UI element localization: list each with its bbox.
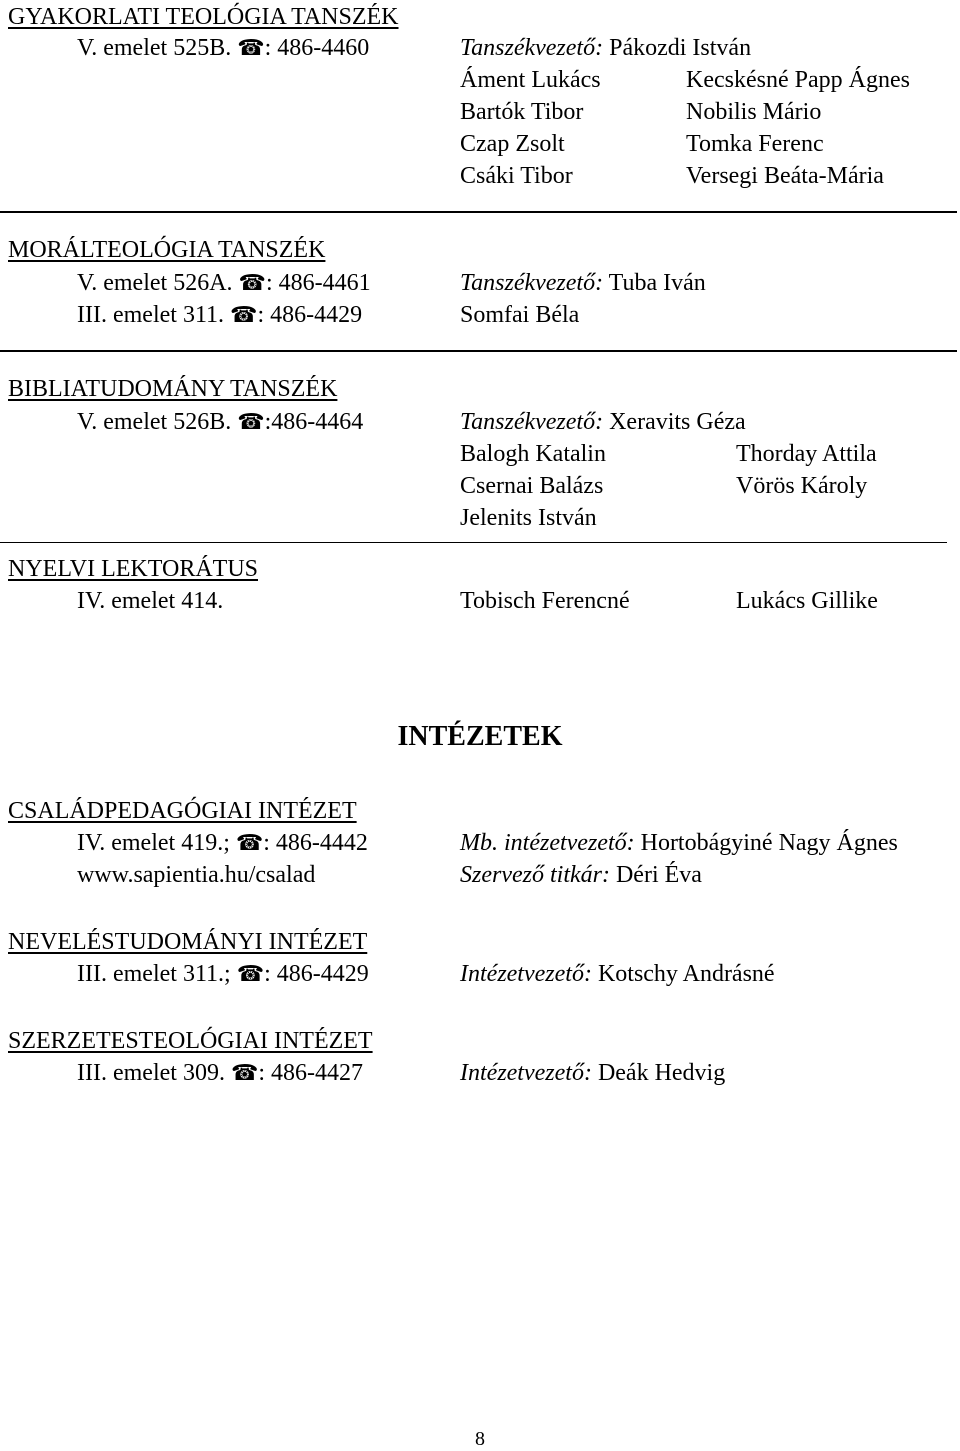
head-name: Pákozdi István [609,35,752,61]
neveles-phone: : 486-4429 [264,961,369,987]
moral-location-1: V. emelet 526A. [77,270,233,296]
telephone-icon: ☎ [236,961,265,986]
head-label: Intézetvezető: [460,1060,592,1086]
szerz-head [460,1059,725,1087]
csalad-secretary [460,861,702,889]
member: Nobilis Mário [686,99,822,125]
szerz-phone: : 486-4427 [258,1060,364,1086]
section-divider [0,211,957,213]
szerz-location: III. emelet 309. [77,1060,225,1086]
nyelvi-location: IV. emelet 414. [77,588,224,614]
page-number: 8 [475,1428,485,1450]
moral-phone-1: : 486-4461 [265,270,371,296]
head-name: Hortobágyiné Nagy Ágnes [640,830,898,856]
member: Somfai Béla [460,302,580,328]
csalad-location: IV. emelet 419.; [77,830,230,856]
szerz-location-line [77,1059,363,1087]
neveles-location-line [77,960,369,988]
head-name: Kotschy Andrásné [597,961,775,987]
member: Csáki Tibor [460,163,573,189]
neveles-location: III. emelet 311.; [77,961,231,987]
secretary-label: Szervező titkár: [460,862,610,888]
member: Kecskésné Papp Ágnes [686,67,910,93]
telephone-icon: ☎ [237,409,265,434]
section-divider [0,542,947,543]
csalad-head [460,829,898,857]
secretary-name: Déri Éva [615,862,702,888]
csalad-phone: : 486-4442 [263,830,368,856]
csalad-title: CSALÁDPEDAGÓGIAI INTÉZET [8,798,357,824]
moral-head [460,269,706,297]
neveles-head [460,960,775,988]
telephone-icon: ☎ [237,35,265,60]
member: Thorday Attila [736,441,877,467]
biblia-location: V. emelet 526B. [77,409,232,435]
gyak-phone: : 486-4460 [264,35,370,61]
csalad-location-line [77,829,368,857]
head-name: Deák Hedvig [597,1060,726,1086]
biblia-title: BIBLIATUDOMÁNY TANSZÉK [8,376,338,402]
telephone-icon: ☎ [230,302,258,327]
moral-title: MORÁLTEOLÓGIA TANSZÉK [8,237,326,263]
member: Áment Lukács [460,67,601,93]
member: Vörös Károly [736,473,868,499]
biblia-location-line [77,408,363,436]
telephone-icon: ☎ [235,830,264,855]
member: Tomka Ferenc [686,131,824,157]
member: Jelenits István [460,505,597,531]
telephone-icon: ☎ [238,270,266,295]
section-divider [0,350,957,352]
head-name: Xeravits Géza [609,409,746,435]
gyak-title: GYAKORLATI TEOLÓGIA TANSZÉK [8,4,399,30]
gyak-location: V. emelet 525B. [77,35,232,61]
intezetek-heading: INTÉZETEK [397,721,563,752]
member: Versegi Beáta-Mária [686,163,884,189]
member: Tobisch Ferencné [460,588,630,614]
head-label: Tanszékvezető: [460,409,604,435]
csalad-website: www.sapientia.hu/csalad [77,862,316,888]
head-label: Intézetvezető: [460,961,592,987]
neveles-title: NEVELÉSTUDOMÁNYI INTÉZET [8,929,368,955]
head-label: Mb. intézetvezető: [460,830,635,856]
moral-location-line-2 [77,301,362,329]
member: Czap Zsolt [460,131,565,157]
biblia-head [460,408,746,436]
head-label: Tanszékvezető: [460,270,604,296]
gyak-location-line [77,34,369,62]
szerz-title: SZERZETESTEOLÓGIAI INTÉZET [8,1028,373,1054]
head-name: Tuba Iván [608,270,706,296]
moral-location-line-1 [77,269,371,297]
biblia-phone: :486-4464 [264,409,364,435]
member: Bartók Tibor [460,99,584,125]
head-label: Tanszékvezető: [460,35,604,61]
member: Lukács Gillike [736,588,878,614]
gyak-head [460,34,751,62]
nyelvi-title: NYELVI LEKTORÁTUS [8,556,258,582]
member: Csernai Balázs [460,473,604,499]
telephone-icon: ☎ [230,1060,259,1085]
moral-phone-2: : 486-4429 [257,302,363,328]
member: Balogh Katalin [460,441,606,467]
moral-location-2: III. emelet 311. [77,302,225,328]
